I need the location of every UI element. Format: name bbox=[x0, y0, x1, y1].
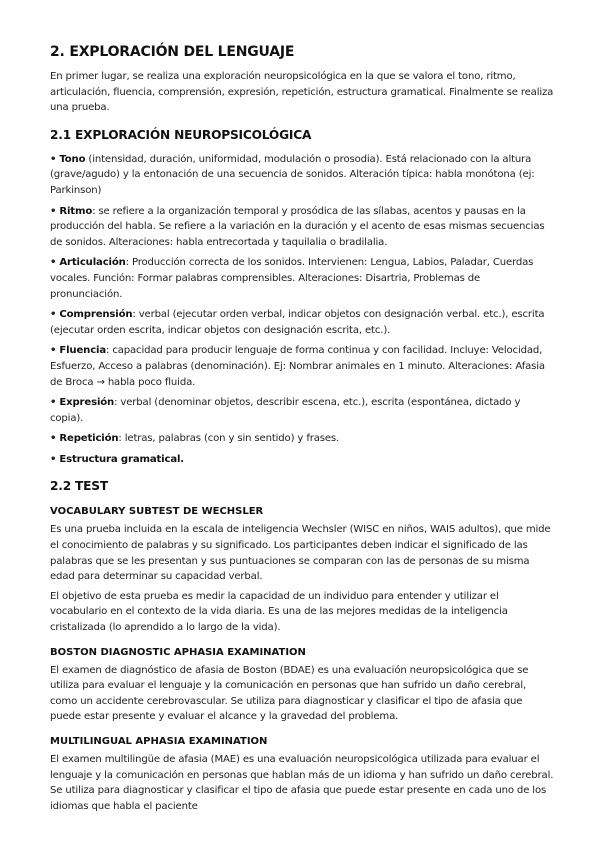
bullet-text: : verbal (denominar objetos, describir escena, etc.), escrita (espontánea, dictado y copia). bbox=[50, 397, 521, 424]
bullet-term: Expresión bbox=[59, 397, 115, 409]
bullet-term: Articulación bbox=[59, 257, 126, 269]
bullet-term: Estructura gramatical. bbox=[59, 453, 184, 465]
bullet-text: : letras, palabras (con y sin sentido) y frases. bbox=[118, 433, 340, 445]
bullet-icon: • bbox=[50, 397, 57, 409]
test-title-boston: BOSTON DIAGNOSTIC APHASIA EXAMINATION bbox=[50, 646, 306, 658]
bullet-item-fluencia bbox=[50, 343, 554, 390]
bullet-item-tono bbox=[50, 152, 554, 199]
bullet-icon: • bbox=[50, 453, 57, 465]
bullet-icon: • bbox=[50, 205, 57, 217]
bullet-icon: • bbox=[50, 257, 57, 269]
bullet-item-comprension bbox=[50, 307, 554, 338]
neuropsych-bullet-list bbox=[50, 152, 554, 468]
test-paragraph: El examen multilingüe de afasia (MAE) es una evaluación neuropsicológica utilizada para evaluar el lenguaje y la comunicación en personas que hablan más de un idioma y han sufrido un daño cerebral. Se utiliza para diagnosticar y clasificar el tipo de afasia que puede estar presente en cada uno de los idiomas que habla el paciente bbox=[50, 754, 554, 812]
bullet-term: Repetición bbox=[59, 433, 119, 445]
section-heading-test: 2.2 TEST bbox=[50, 479, 108, 494]
test-title-wechsler: VOCABULARY SUBTEST DE WECHSLER bbox=[50, 506, 264, 518]
bullet-term: Fluencia bbox=[59, 345, 107, 357]
bullet-text: : se refiere a la organización temporal y prosódica de las sílabas, acentos y pausas en la producción del habla. Se refiere a la variación en la duración y el acento de esas mismas secuencias de sonidos. Alteraciones: habla entrecortada y taquilalia o bradilalia. bbox=[50, 205, 545, 248]
bullet-term: Tono bbox=[59, 153, 86, 165]
intro-paragraph: En primer lugar, se realiza una exploración neuropsicológica en la que se valora el tono, ritmo, articulación, fluencia, comprensión, expresión, repetición, estructura gramatical. Finalmente se realiza una prueba. bbox=[50, 71, 554, 114]
bullet-item-articulacion bbox=[50, 255, 554, 302]
bullet-icon: • bbox=[50, 153, 57, 165]
bullet-term: Ritmo bbox=[59, 205, 93, 217]
bullet-item-expresion bbox=[50, 395, 554, 426]
bullet-term: Comprensión bbox=[59, 309, 133, 321]
bullet-text: : capacidad para producir lenguaje de forma continua y con facilidad. Incluye: Velocidad, Esfuerzo, Acceso a palabras (denominación). Ej: Nombrar animales en 1 minuto. Alteraciones: Afasia de Broca → habla poco fluida. bbox=[50, 345, 545, 388]
bullet-icon: • bbox=[50, 345, 57, 357]
bullet-icon: • bbox=[50, 309, 57, 321]
test-paragraph: Es una prueba incluida en la escala de inteligencia Wechsler (WISC en niños, WAIS adultos), que mide el conocimiento de palabras y su significado. Los participantes deben indicar el significado de las palabras que se les presentan y sus puntuaciones se comparan con las de personas de su misma edad para determinar su capacidad verbal. bbox=[50, 524, 551, 583]
bullet-item-repeticion bbox=[50, 431, 554, 447]
test-title-multilingual: MULTILINGUAL APHASIA EXAMINATION bbox=[50, 736, 268, 747]
bullet-item-ritmo bbox=[50, 204, 554, 251]
test-paragraph: El examen de diagnóstico de afasia de Boston (BDAE) es una evaluación neuropsicológica que se utiliza para evaluar el lenguaje y la comunicación en personas que han sufrido un daño cerebral, como un accidente cerebrovascular. Se utiliza para diagnosticar y clasificar el tipo de afasia que puede estar presente y evaluar el alcance y la gravedad del problema. bbox=[50, 664, 529, 723]
bullet-text: : verbal (ejecutar orden verbal, indicar objetos con designación verbal. etc.), escrita (ejecutar orden escrita, indicar objetos con designación escrita, etc.). bbox=[50, 309, 545, 336]
section-heading-neuropsych: 2.1 EXPLORACIÓN NEUROPSICOLÓGICA bbox=[50, 127, 312, 142]
bullet-text: (intensidad, duración, uniformidad, modulación o prosodia). Está relacionado con la altura (grave/agudo) y la entonación de una secuencia de sonidos. Alteración típica: habla monótona (ej: Parkinson) bbox=[50, 153, 535, 196]
page-title: 2. EXPLORACIÓN DEL LENGUAJE bbox=[50, 44, 295, 60]
bullet-item-estructura bbox=[50, 452, 554, 468]
bullet-icon: • bbox=[50, 433, 57, 445]
test-paragraph: El objetivo de esta prueba es medir la capacidad de un individuo para entender y utilizar el vocabulario en el contexto de la vida diaria. Es una de las mejores medidas de la inteligencia cristalizada (lo aprendido a lo largo de la vida). bbox=[50, 590, 508, 634]
bullet-text: : Producción correcta de los sonidos. Intervienen: Lengua, Labios, Paladar, Cuerdas vocales. Función: Formar palabras comprensibles. Alteraciones: Disartria, Problemas de pronunciación. bbox=[50, 257, 534, 300]
